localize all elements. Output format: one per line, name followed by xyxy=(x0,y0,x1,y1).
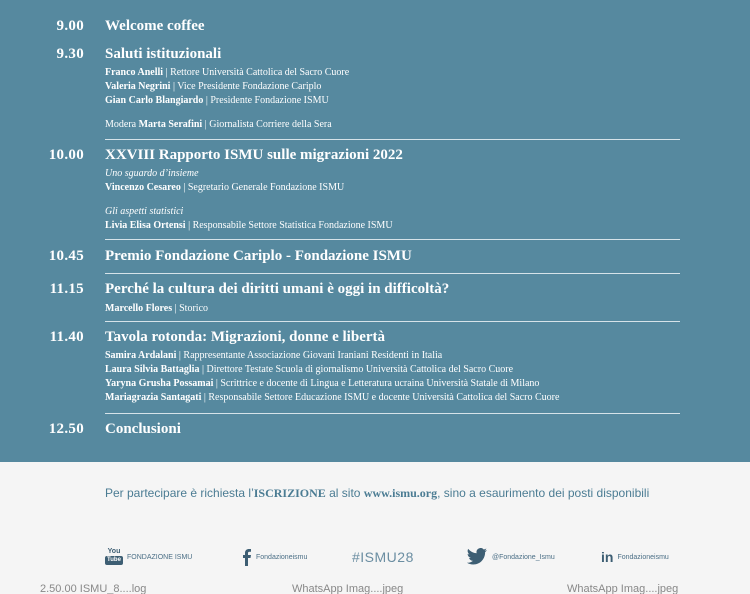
footer xyxy=(0,462,750,594)
program-time: 12.50 xyxy=(48,421,84,437)
separator: | xyxy=(185,220,193,231)
linkedin-link[interactable] xyxy=(601,546,669,568)
speaker-name: Laura Silvia Battaglia xyxy=(105,364,200,375)
speaker-role: Rettore Università Cattolica del Sacro Cuore xyxy=(170,67,350,78)
speaker-role: Rappresentante Associazione Giovani Iraniani Residenti in Italia xyxy=(183,350,443,361)
program-title: Premio Fondazione Cariplo - Fondazione ISMU xyxy=(105,248,412,264)
moderator-line xyxy=(105,118,332,132)
speaker-name: Livia Elisa Ortensi xyxy=(105,220,186,231)
moderator-prefix: Modera xyxy=(105,119,137,130)
youtube-icon: You Tube xyxy=(105,548,123,566)
facebook-link[interactable] xyxy=(240,546,307,568)
program-title: Saluti istituzionali xyxy=(105,46,222,62)
speaker-line xyxy=(105,181,344,195)
program-time: 10.45 xyxy=(48,248,84,264)
speaker-line xyxy=(105,349,442,363)
twitter-link[interactable] xyxy=(466,546,555,568)
speaker-role: Scrittrice e docente di Lingua e Letteratura ucraina Università Statale di Milano xyxy=(220,378,540,389)
divider xyxy=(105,413,680,414)
separator: | xyxy=(201,392,209,403)
program-title: Welcome coffee xyxy=(105,18,205,34)
separator: | xyxy=(172,303,180,314)
program-time: 9.30 xyxy=(56,46,84,62)
divider xyxy=(105,321,680,322)
speaker-role: Presidente Fondazione ISMU xyxy=(210,95,329,106)
speaker-line xyxy=(105,80,321,94)
speaker-role: Vice Presidente Fondazione Cariplo xyxy=(177,81,322,92)
session-subtitle: Gli aspetti statistici xyxy=(105,206,184,217)
program-time: 9.00 xyxy=(56,18,84,34)
speaker-name: Mariagrazia Santagati xyxy=(105,392,202,403)
speaker-line xyxy=(105,219,393,233)
speaker-name: Gian Carlo Blangiardo xyxy=(105,95,204,106)
program-title: Perché la cultura dei diritti umani è oggi in difficoltà? xyxy=(105,281,450,297)
speaker-name: Yaryna Grusha Possamai xyxy=(105,378,214,389)
divider xyxy=(105,139,680,140)
speaker-line xyxy=(105,377,539,391)
separator: | xyxy=(170,81,178,92)
divider xyxy=(105,273,680,274)
program-title: Conclusioni xyxy=(105,421,181,437)
separator: | xyxy=(203,95,211,106)
moderator-role: Giornalista Corriere della Sera xyxy=(209,119,332,130)
registration-note: Per partecipare è richiesta l’ISCRIZIONE al sito www.ismu.org, sino a esaurimento dei posti disponibili xyxy=(105,486,650,500)
program-time: 11.15 xyxy=(49,281,84,297)
speaker-name: Valeria Negrini xyxy=(105,81,171,92)
speaker-role: Responsabile Settore Educazione ISMU e docente Università Cattolica del Sacro Cuore xyxy=(208,392,560,403)
download-tab[interactable]: WhatsApp Imag....jpeg xyxy=(567,583,679,594)
download-tab[interactable]: 2.50.00 ISMU_8....log xyxy=(40,583,147,594)
program-title: XXVIII Rapporto ISMU sulle migrazioni 2022 xyxy=(105,147,403,163)
facebook-label: Fondazioneismu xyxy=(256,553,308,561)
separator: | xyxy=(176,350,184,361)
linkedin-label: Fondazioneismu xyxy=(617,553,669,561)
youtube-link[interactable] xyxy=(105,546,192,568)
speaker-line xyxy=(105,94,329,108)
download-tab[interactable]: WhatsApp Imag....jpeg xyxy=(292,583,404,594)
speaker-name: Marcello Flores xyxy=(105,303,173,314)
speaker-role: Segretario Generale Fondazione ISMU xyxy=(187,182,345,193)
speaker-name: Vincenzo Cesareo xyxy=(105,182,181,193)
speaker-role: Direttore Testate Scuola di giornalismo Università Cattolica del Sacro Cuore xyxy=(206,364,514,375)
program-title: Tavola rotonda: Migrazioni, donne e libertà xyxy=(105,329,386,345)
speaker-line xyxy=(105,391,559,405)
speaker-line xyxy=(105,363,513,377)
registration-keyword: ISCRIZIONE xyxy=(253,486,326,500)
hashtag: #ISMU28 xyxy=(352,549,414,565)
website-link[interactable]: www.ismu.org xyxy=(363,486,438,500)
divider xyxy=(105,239,680,240)
twitter-icon xyxy=(466,548,488,566)
facebook-icon xyxy=(240,548,252,566)
speaker-role: Responsabile Settore Statistica Fondazione ISMU xyxy=(192,220,393,231)
program-time: 11.40 xyxy=(49,329,84,345)
youtube-label: FONDAZIONE ISMU xyxy=(127,553,193,561)
separator: | xyxy=(199,364,207,375)
background-download-tabs xyxy=(0,583,750,594)
moderator-name: Marta Serafini xyxy=(138,119,203,130)
speaker-line xyxy=(105,302,208,316)
speaker-role: Storico xyxy=(179,303,209,314)
speaker-name: Franco Anelli xyxy=(105,67,164,78)
separator: | xyxy=(163,67,171,78)
linkedin-icon: in xyxy=(601,549,614,565)
twitter-label: @Fondazione_Ismu xyxy=(492,553,555,561)
program-time: 10.00 xyxy=(48,147,84,163)
separator: | xyxy=(213,378,221,389)
speaker-name: Samira Ardalani xyxy=(105,350,177,361)
session-subtitle: Uno sguardo d’insieme xyxy=(105,168,199,179)
separator: | xyxy=(180,182,188,193)
separator: | xyxy=(202,119,210,130)
speaker-line xyxy=(105,66,349,80)
